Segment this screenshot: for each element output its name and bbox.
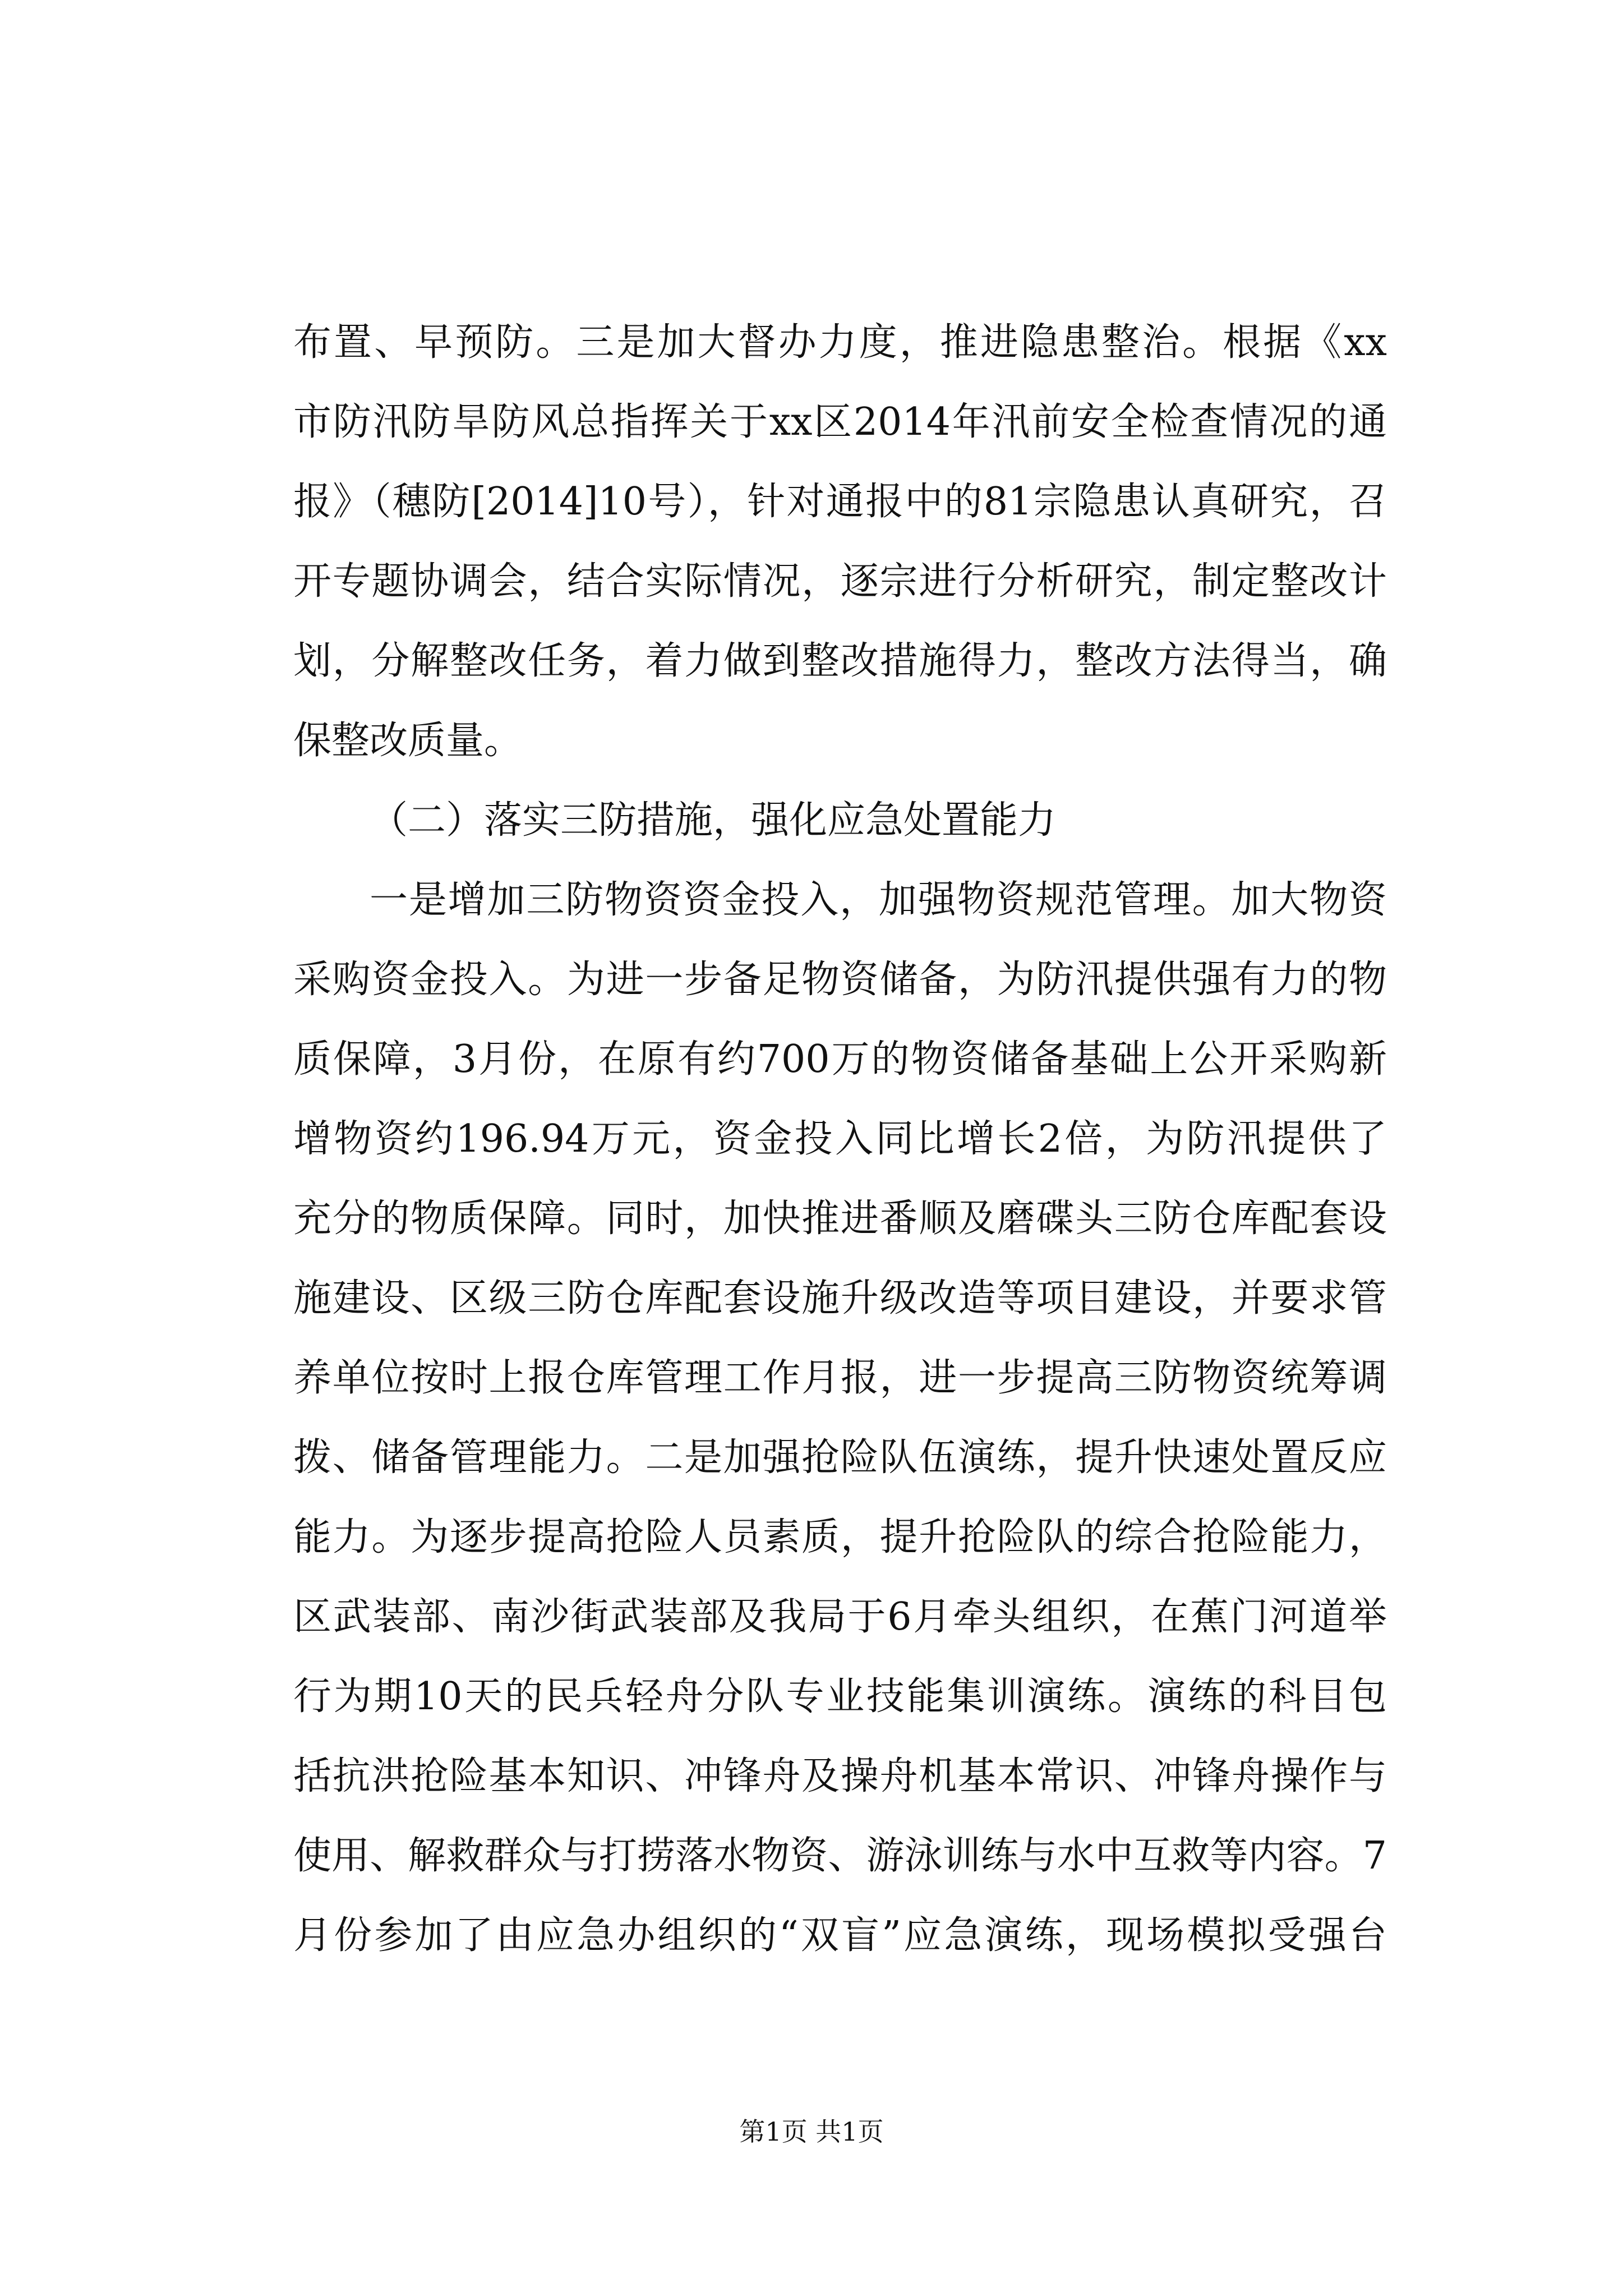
text-line: 报》（穗防[2014]10号），针对通报中的81宗隐患认真研究，召 bbox=[293, 480, 1387, 524]
document-body bbox=[293, 303, 1387, 1976]
text-line: 划，分解整改任务，着力做到整改措施得力，整改方法得当，确 bbox=[293, 639, 1387, 683]
text-line: 增物资约196.94万元，资金投入同比增长2倍，为防汛提供了 bbox=[293, 1117, 1387, 1161]
text-line: 拨、储备管理能力。二是加强抢险队伍演练，提升快速处置反应 bbox=[293, 1435, 1387, 1480]
section-heading: （二）落实三防措施，强化应急处置能力 bbox=[370, 798, 1057, 843]
text-line: 布置、早预防。三是加大督办力度，推进隐患整治。根据《xx bbox=[293, 320, 1387, 365]
text-line: 充分的物质保障。同时，加快推进番顺及磨碟头三防仓库配套设 bbox=[293, 1197, 1387, 1241]
text-line: 开专题协调会，结合实际情况，逐宗进行分析研究，制定整改计 bbox=[293, 559, 1387, 604]
text-line: 采购资金投入。为进一步备足物资储备，为防汛提供强有力的物 bbox=[293, 958, 1387, 1002]
text-line: 施建设、区级三防仓库配套设施升级改造等项目建设，并要求管 bbox=[293, 1276, 1387, 1320]
text-line: 质保障，3月份，在原有约700万的物资储备基础上公开采购新 bbox=[293, 1037, 1387, 1082]
paragraph-first-line: 一是增加三防物资资金投入，加强物资规范管理。加大物资 bbox=[370, 878, 1387, 922]
text-line: 使用、解救群众与打捞落水物资、游泳训练与水中互救等内容。7 bbox=[293, 1834, 1387, 1878]
page-number-footer: 第1页 共1页 bbox=[739, 2116, 884, 2147]
text-line: 市防汛防旱防风总指挥关于xx区2014年汛前安全检查情况的通 bbox=[293, 400, 1387, 444]
text-line: 养单位按时上报仓库管理工作月报，进一步提高三防物资统筹调 bbox=[293, 1356, 1387, 1400]
text-line: 保整改质量。 bbox=[293, 719, 523, 763]
text-line: 能力。为逐步提高抢险人员素质，提升抢险队的综合抢险能力， bbox=[293, 1515, 1387, 1559]
text-line: 月份参加了由应急办组织的“双盲”应急演练，现场模拟受强台 bbox=[293, 1913, 1387, 1958]
text-line: 括抗洪抢险基本知识、冲锋舟及操舟机基本常识、冲锋舟操作与 bbox=[293, 1754, 1387, 1798]
text-line: 行为期10天的民兵轻舟分队专业技能集训演练。演练的科目包 bbox=[293, 1674, 1387, 1719]
text-line: 区武装部、南沙街武装部及我局于6月牵头组织，在蕉门河道举 bbox=[293, 1595, 1387, 1639]
